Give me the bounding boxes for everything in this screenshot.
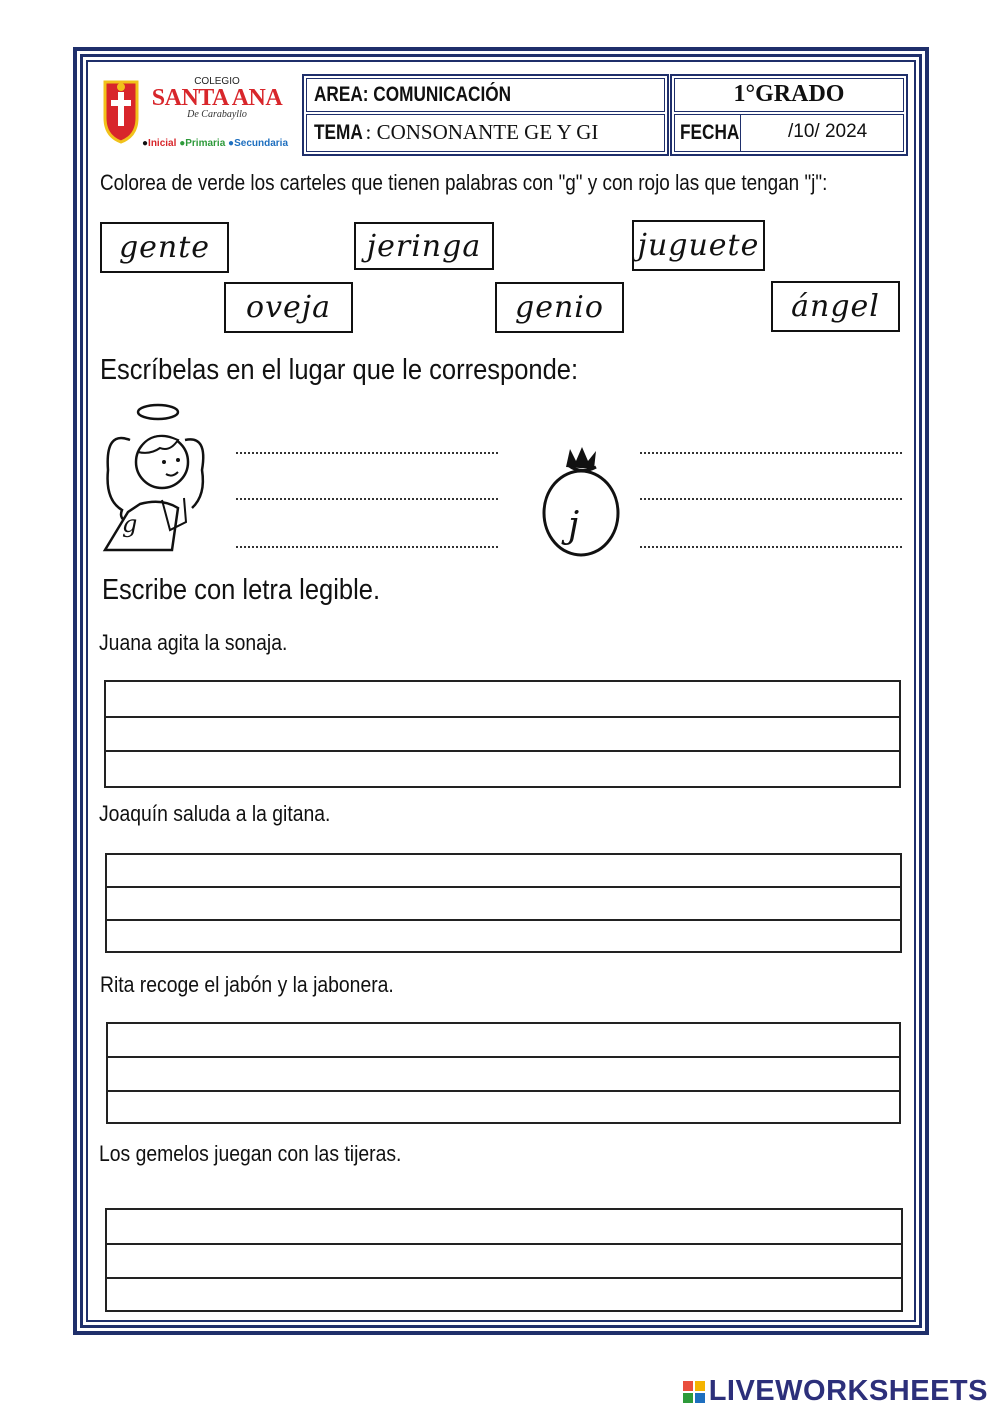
- writing-box-1[interactable]: [104, 680, 901, 788]
- school-crest-icon: [101, 78, 141, 144]
- sentence-2: Joaquín saluda a la gitana.: [99, 801, 331, 826]
- logo-colegio: COLEGIO: [194, 76, 240, 87]
- fecha-label: FECHA: [680, 121, 740, 144]
- liveworksheets-logo: [683, 1375, 988, 1408]
- answer-line-j-3[interactable]: [640, 546, 902, 548]
- writing-box-2[interactable]: [105, 853, 902, 953]
- level-inicial: Inicial: [148, 138, 177, 149]
- writing-box-4[interactable]: [105, 1208, 903, 1312]
- writing-box-3[interactable]: [106, 1022, 901, 1124]
- grado-fecha-box: [670, 74, 908, 156]
- tema-value: : CONSONANTE GE Y GI: [365, 120, 599, 144]
- school-name-block: [142, 76, 292, 120]
- angel-icon: [100, 400, 210, 560]
- instruction-legible: Escribe con letra legible.: [102, 574, 381, 606]
- answer-line-j-2[interactable]: [640, 498, 902, 500]
- word-card-oveja[interactable]: oveja: [224, 282, 353, 333]
- word-card-genio[interactable]: genio: [495, 282, 624, 333]
- answer-line-g-1[interactable]: [236, 452, 498, 454]
- area-tema-box: [302, 74, 669, 156]
- angel-letter-g: g: [122, 510, 138, 538]
- sentence-3: Rita recoge el jabón y la jabonera.: [100, 972, 394, 997]
- fruit-icon: [538, 445, 624, 560]
- level-secundaria: Secundaria: [234, 138, 289, 149]
- word-card-gente[interactable]: gente: [100, 222, 229, 273]
- sentence-1: Juana agita la sonaja.: [99, 630, 288, 655]
- answer-line-g-2[interactable]: [236, 498, 498, 500]
- word-card-jeringa[interactable]: jeringa: [354, 222, 494, 270]
- grado-label: 1°GRADO: [733, 81, 845, 107]
- fecha-value: /10/ 2024: [788, 121, 868, 142]
- logo-levels: ●Inicial ●Primaria ●Secundaria: [142, 138, 289, 149]
- logo-school-name: SANTA ANA: [151, 85, 283, 111]
- word-card-juguete[interactable]: juguete: [632, 220, 765, 271]
- sentence-4: Los gemelos juegan con las tijeras.: [99, 1141, 402, 1166]
- logo-school-sub: De Carabayllo: [187, 109, 247, 120]
- level-primaria: Primaria: [185, 138, 226, 149]
- tema-label: TEMA: [314, 121, 363, 144]
- fruit-letter-j: j: [568, 505, 580, 546]
- liveworksheets-icon: [683, 1381, 705, 1403]
- liveworksheets-brand: LIVEWORKSHEETS: [708, 1375, 988, 1407]
- word-card-angel[interactable]: ángel: [771, 281, 900, 332]
- instruction-color: Colorea de verde los carteles que tienen palabras con "g" y con rojo las que tengan "j":: [100, 170, 828, 195]
- area-label: AREA: COMUNICACIÓN: [314, 83, 512, 106]
- answer-line-j-1[interactable]: [640, 452, 902, 454]
- instruction-write-place: Escríbelas en el lugar que le corresponde:: [100, 354, 579, 386]
- answer-line-g-3[interactable]: [236, 546, 498, 548]
